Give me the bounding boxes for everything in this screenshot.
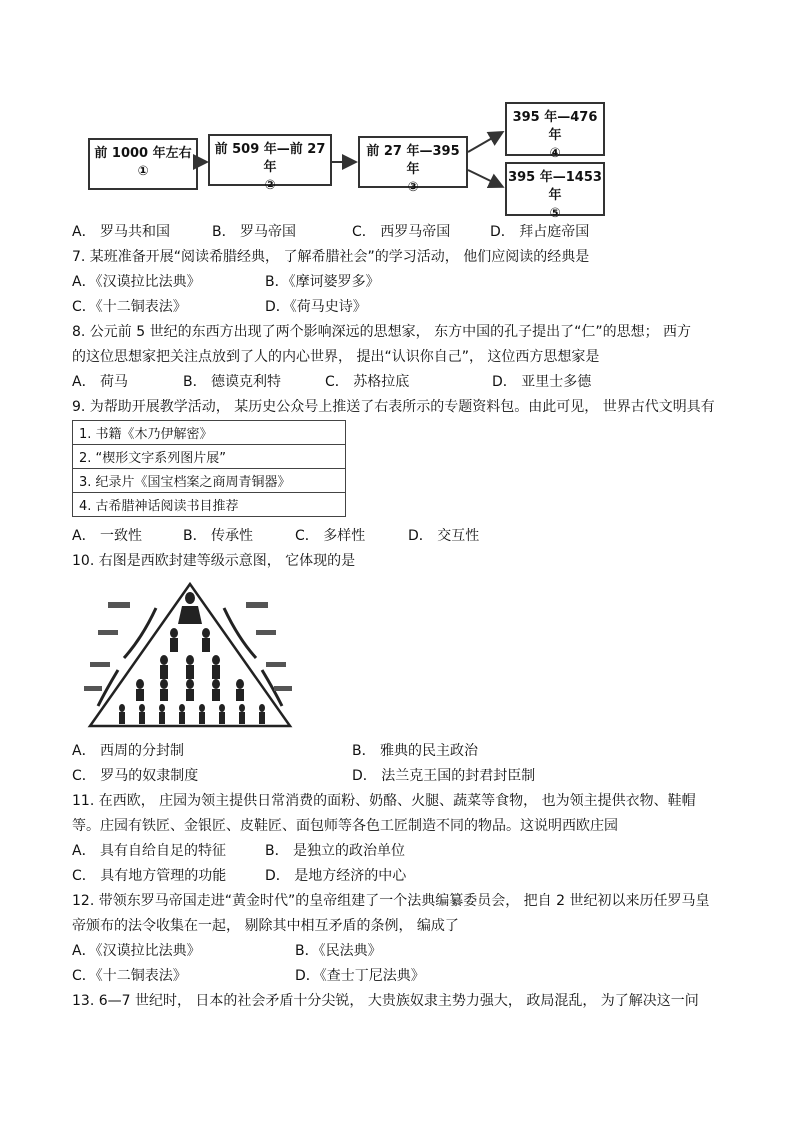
q6-option-a: A． 罗马共和国 (72, 224, 171, 240)
q7-option-b: B．《摩诃婆罗多》 (265, 274, 380, 290)
q12-option-d: D．《查士丁尼法典》 (295, 968, 425, 984)
q8-option-b: B． 德谟克利特 (183, 374, 282, 390)
q10-option-a: A． 西周的分封制 (72, 743, 185, 759)
feudal-hierarchy-pyramid-image (78, 578, 303, 730)
q11-option-b: B． 是独立的政治单位 (265, 843, 406, 859)
q8-option-a: A． 荷马 (72, 374, 129, 390)
q6-option-b: B． 罗马帝国 (212, 224, 297, 240)
q12-stem-2: 帝颁布的法令收集在一起， 剔除其中相互矛盾的条例， 编成了 (72, 918, 459, 934)
q8-stem-2: 的这位思想家把关注点放到了人的内心世界， 提出“认识你自己”， 这位西方思想家是 (72, 349, 600, 365)
q11-stem-1: 11. 在西欧， 庄园为领主提供日常消费的面粉、奶酪、火腿、蔬菜等食物， 也为领主提供衣物、鞋帽 (72, 793, 696, 809)
arrow-3-4 (468, 133, 501, 152)
flow-box-5: 395 年—1453 年 ⑤ (505, 162, 605, 216)
q10-stem: 10. 右图是西欧封建等级示意图， 它体现的是 (72, 553, 356, 569)
q7-option-d: D．《荷马史诗》 (265, 299, 367, 315)
q9-option-a: A． 一致性 (72, 528, 143, 544)
q9-option-d: D． 交互性 (408, 528, 480, 544)
q12-stem-1: 12. 带领东罗马帝国走进“黄金时代”的皇帝组建了一个法典编纂委员会， 把自 2 世纪初以来历任罗马皇 (72, 893, 710, 909)
table-row: 4. 古希腊神话阅读书目推荐 (73, 493, 346, 517)
table-row: 2. “楔形文字系列图片展” (73, 445, 346, 469)
flow-box-3: 前 27 年—395 年 ③ (358, 136, 468, 188)
q10-option-b: B． 雅典的民主政治 (352, 743, 479, 759)
q7-stem: 7. 某班准备开展“阅读希腊经典， 了解希腊社会”的学习活动， 他们应阅读的经典是 (72, 249, 590, 265)
q10-option-c: C． 罗马的奴隶制度 (72, 768, 199, 784)
q13-stem-1: 13. 6—7 世纪时， 日本的社会矛盾十分尖锐， 大贵族奴隶主势力强大， 政局混乱， 为了解决这一问 (72, 993, 699, 1009)
table-row: 1. 书籍《木乃伊解密》 (73, 421, 346, 445)
flow-box-4: 395 年—476 年 ④ (505, 102, 605, 156)
q11-option-d: D． 是地方经济的中心 (265, 868, 407, 884)
flow-box-2: 前 509 年—前 27 年 ② (208, 134, 332, 186)
q8-option-c: C． 苏格拉底 (325, 374, 410, 390)
q7-option-c: C．《十二铜表法》 (72, 299, 187, 315)
q8-option-d: D． 亚里士多德 (492, 374, 592, 390)
q6-option-c: C． 西罗马帝国 (352, 224, 451, 240)
q6-option-d: D． 拜占庭帝国 (490, 224, 590, 240)
q7-option-a: A．《汉谟拉比法典》 (72, 274, 201, 290)
table-row: 3. 纪录片《国宝档案之商周青铜器》 (73, 469, 346, 493)
q8-stem-1: 8. 公元前 5 世纪的东西方出现了两个影响深远的思想家， 东方中国的孔子提出了“仁”的思想； 西方 (72, 324, 692, 340)
q11-stem-2: 等。庄园有铁匠、金银匠、皮鞋匠、面包师等各色工匠制造不同的物品。这说明西欧庄园 (72, 818, 618, 834)
q9-table (72, 420, 346, 517)
q11-option-a: A． 具有自给自足的特征 (72, 843, 227, 859)
q9-option-c: C． 多样性 (295, 528, 366, 544)
q9-stem: 9. 为帮助开展教学活动， 某历史公众号上推送了右表所示的专题资料包。由此可见， 世界古代文明具有 (72, 399, 715, 415)
q11-option-c: C． 具有地方管理的功能 (72, 868, 227, 884)
q12-option-b: B．《民法典》 (295, 943, 382, 959)
flow-arrows (0, 0, 794, 230)
q9-option-b: B． 传承性 (183, 528, 254, 544)
arrow-3-5 (468, 170, 501, 186)
flow-box-1: 前 1000 年左右 ① (88, 138, 198, 190)
q12-option-a: A．《汉谟拉比法典》 (72, 943, 201, 959)
q12-option-c: C．《十二铜表法》 (72, 968, 187, 984)
q10-option-d: D． 法兰克王国的封君封臣制 (352, 768, 536, 784)
